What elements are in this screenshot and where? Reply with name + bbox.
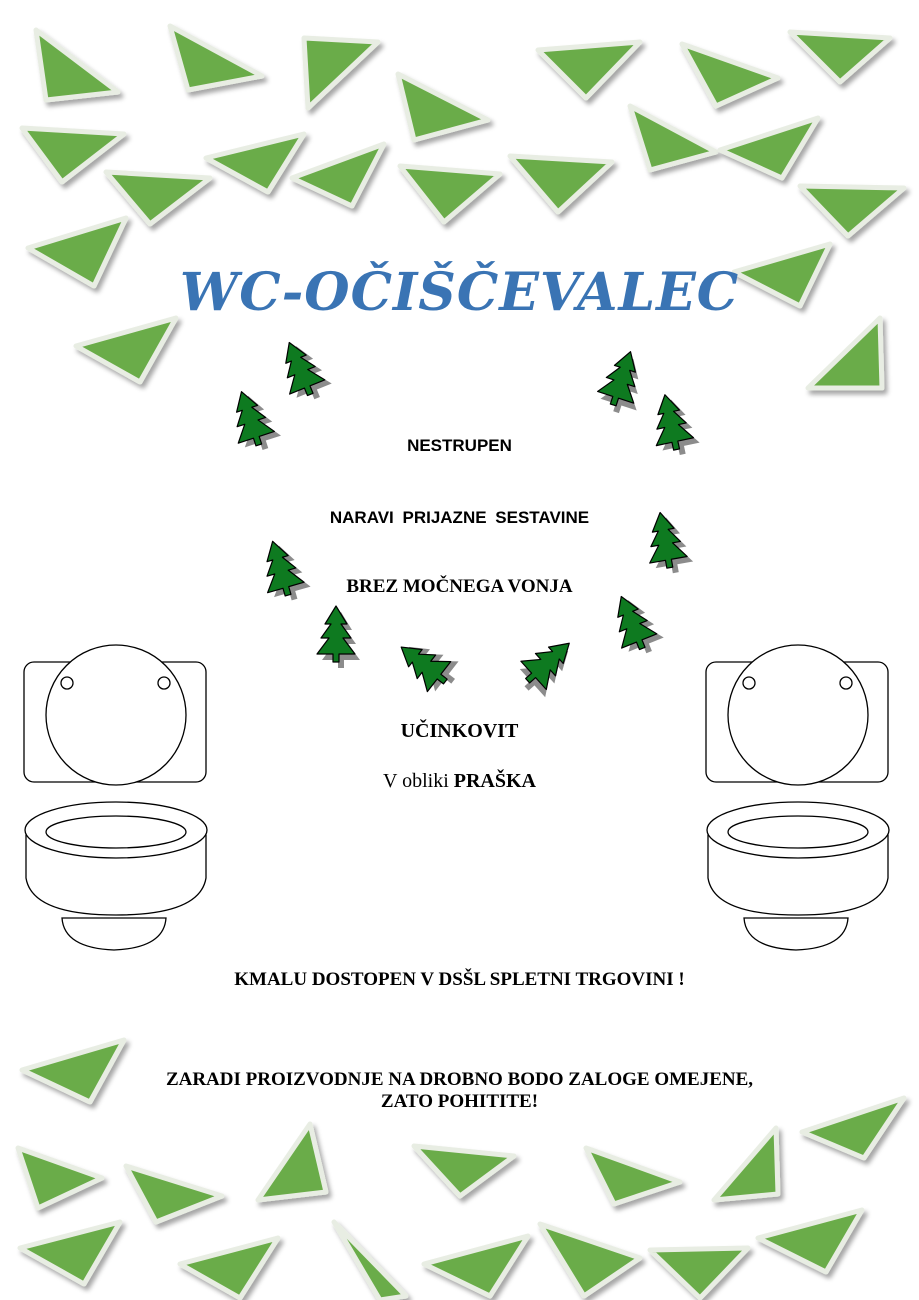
green-triangle-icon <box>400 166 500 222</box>
feature-no-strong-odor: BREZ MOČNEGA VONJA <box>346 576 573 597</box>
availability-notice: KMALU DOSTOPEN V DSŠL SPLETNI TRGOVINI ! <box>234 969 685 990</box>
green-triangle-icon <box>206 134 304 192</box>
feature-nontoxic: NESTRUPEN <box>407 436 512 455</box>
green-triangle-icon <box>538 42 640 98</box>
green-triangle-icon <box>650 1248 748 1298</box>
green-triangle-icon <box>714 1128 778 1200</box>
feature-form <box>0 770 919 793</box>
limited-stock-line-1: ZARADI PROIZVODNJE NA DROBNO BODO ZALOGE OMEJENE, <box>165 1069 754 1090</box>
green-triangle-icon <box>424 1236 528 1296</box>
green-triangle-icon <box>510 156 612 212</box>
green-triangle-icon <box>180 1238 278 1298</box>
green-triangle-icon <box>20 1222 120 1284</box>
green-triangle-icon <box>106 172 210 224</box>
fir-tree-icon <box>593 346 653 418</box>
green-triangle-icon <box>758 1210 862 1272</box>
feature-form-value: PRAŠKA <box>453 770 536 792</box>
fir-tree-icon <box>272 333 335 407</box>
fir-tree-icon <box>390 628 465 700</box>
green-triangle-icon <box>76 318 176 382</box>
green-triangle-icon <box>800 186 904 236</box>
limited-stock-line-2: ZATO POHITITE! <box>380 1091 539 1112</box>
green-triangle-icon <box>398 74 488 140</box>
flyer-title: WC-OČIŠČEVALEC <box>179 262 740 323</box>
feature-form-prefix: V obliki <box>383 770 449 792</box>
limited-stock-notice <box>0 1069 919 1113</box>
toilet-left-icon <box>24 645 207 950</box>
feature-natural-ingredients: NARAVI PRIJAZNE SESTAVINE <box>329 508 590 527</box>
toilet-right-icon <box>706 645 889 950</box>
fir-tree-icon <box>317 606 360 668</box>
fir-tree-icon <box>510 629 585 702</box>
green-triangle-icon <box>36 30 118 100</box>
green-triangle-icon <box>292 144 384 206</box>
green-triangle-icon <box>808 318 882 388</box>
green-triangle-icon <box>630 106 716 170</box>
green-triangle-icon <box>304 38 378 108</box>
green-triangle-icon <box>682 44 778 106</box>
green-triangle-icon <box>170 26 262 90</box>
green-triangle-icon <box>126 1166 222 1222</box>
green-triangle-icon <box>790 32 890 82</box>
green-triangle-icon <box>586 1148 680 1204</box>
green-triangle-icon <box>414 1146 514 1196</box>
green-triangle-icon <box>720 118 818 178</box>
green-triangle-icon <box>540 1224 640 1296</box>
green-triangle-icon <box>18 1148 102 1208</box>
green-triangle-icon <box>258 1124 326 1200</box>
green-triangle-icon <box>334 1222 406 1300</box>
fir-tree-icon <box>604 587 667 661</box>
feature-effective: UČINKOVIT <box>400 720 519 742</box>
